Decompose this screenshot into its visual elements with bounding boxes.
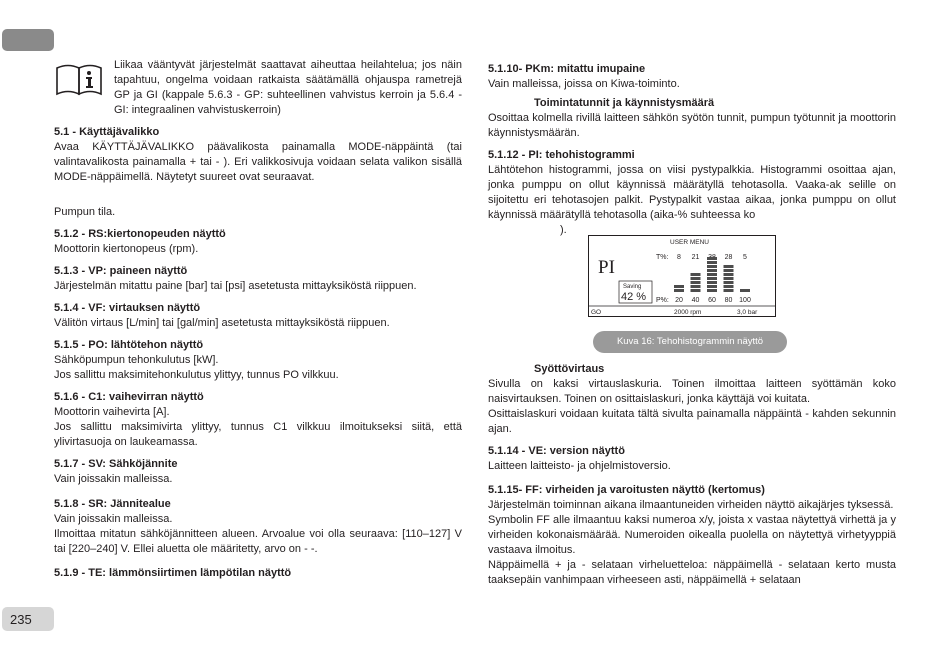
lcd-histogram-bar [707, 257, 717, 292]
lcd-histogram-bar [740, 289, 750, 292]
page-number: 235 [10, 612, 32, 627]
section-5-1-6-text-1: Moottorin vaihevirta [A]. [54, 406, 170, 418]
manual-info-icon [54, 58, 114, 118]
section-5-1-12-text: Lähtötehon histogrammi, jossa on viisi pystypalkkia. Histogrammi osoittaa ajan, jonka pumppu on ollut käynnissä määrätyllä tehotasolla. Vaaka-ak selille on sijoitettu eri tehotasojen palkit. Pystypalkit vastaa aikaa, jonka pumppu on ollut käynnissä määrätyllä tehotasolla (aika-% suhteessa ko [488, 164, 896, 221]
section-5-1-15-text-1: Järjestelmän toiminnan aikana ilmaantuneiden virheiden näyttö aikajärjes tyksessä. [488, 499, 894, 511]
section-5-1-6-title: 5.1.6 - C1: vaihevirran näyttö [54, 391, 204, 403]
lcd-p-value: 80 [724, 297, 733, 304]
lcd-saving-label: Saving [623, 284, 642, 290]
section-5-1-5-title: 5.1.5 - PO: lähtötehon näyttö [54, 339, 204, 351]
operating-hours-title: Toimintatunnit ja käynnistysmäärä [534, 97, 715, 109]
section-5-1-3-text: Järjestelmän mitattu paine [bar] tai [psi] asetetusta mittayksiköstä riippuen. [54, 280, 417, 292]
lcd-header: USER MENU [670, 239, 710, 246]
lcd-pi-label: PI [598, 257, 615, 278]
feed-flow-title: Syöttövirtaus [534, 363, 605, 375]
lcd-t-value: 21 [691, 254, 700, 261]
lcd-histogram-bar [691, 273, 701, 292]
section-5-1-2-text: Moottorin kiertonopeus (rpm). [54, 243, 199, 255]
lcd-footer-left: GO [591, 309, 602, 316]
lcd-p-value: 20 [675, 297, 683, 304]
lcd-footer-mid: 2000 rpm [674, 309, 702, 316]
section-5-1-8-text-1: Vain joissakin malleissa. [54, 513, 173, 525]
operating-hours-text: Osoittaa kolmella rivillä laitteen sähkön syötön tunnit, pumpun työtunnit ja moottorin käynnistysmäärän. [488, 112, 896, 139]
section-5-1-text: Avaa KÄYTTÄJÄVALIKKO päävalikosta painamalla MODE-näppäintä (tai valintavalikosta painamalla + tai - ). Eri valikkosivuja voidaan selata valikon sisällä MODE-näppäimellä. Näytetyt suureet ovat seuraavat. [54, 141, 462, 183]
section-5-1-12-title: 5.1.12 - PI: tehohistogrammi [488, 149, 635, 161]
section-5-1-3-title: 5.1.3 - VP: paineen näyttö [54, 265, 188, 277]
section-5-1-6-text-2: Jos sallittu maksimivirta ylittyy, tunnus C1 vilkkuu ilmoitukseksi siitä, että ylivirtasuoja on laukeamassa. [54, 421, 462, 448]
pump-state-text: Pumpun tila. [54, 206, 116, 218]
section-5-1-4-text: Välitön virtaus [L/min] tai [gal/min] asetetusta mittayksiköstä riippuen. [54, 317, 390, 329]
power-histogram-display [588, 235, 776, 322]
section-5-1-8-title: 5.1.8 - SR: Jännitealue [54, 498, 171, 510]
section-5-1-10-title: 5.1.10- PKm: mitattu imupaine [488, 63, 646, 75]
section-5-1-4-title: 5.1.4 - VF: virtauksen näyttö [54, 302, 201, 314]
section-5-1-14-text: Laitteen laitteisto- ja ohjelmistoversio. [488, 460, 671, 472]
right-column-lower [488, 362, 896, 588]
lcd-footer-right: 3,0 bar [737, 309, 758, 316]
lcd-p-value: 100 [739, 297, 751, 304]
lcd-p-value: 60 [708, 297, 716, 304]
language-tab [2, 29, 54, 51]
lcd-p-label: P%: [656, 297, 669, 304]
lcd-saving-value: 42 % [621, 291, 647, 303]
left-column [54, 58, 462, 581]
lcd-t-label: T%: [656, 254, 669, 261]
section-5-1-14-title: 5.1.14 - VE: version näyttö [488, 445, 625, 457]
lcd-t-value: 28 [724, 254, 733, 261]
section-5-1-5-text-2: Jos sallittu maksimitehonkulutus ylittyy, tunnus PO vilkkuu. [54, 369, 339, 381]
feed-flow-text-2: Osittaislaskuri voidaan kuitata tältä sivulta painamalla näppäintä - kahden sekunnin ajan. [488, 408, 896, 435]
section-5-1-7-text: Vain joissakin malleissa. [54, 473, 173, 485]
feed-flow-text-1: Sivulla on kaksi virtauslaskuria. Toinen ilmoittaa laitteen syöttämän koko naisvirtauksen. Toinen on osittaislaskuri, jonka käyttäjä voi kuitata. [488, 378, 896, 405]
section-5-1-8-text-2: Ilmoittaa mitatun sähköjännitteen alueen. Arvoalue voi olla seuraava: [110–127] V tai [220–240] V. Ellei aluetta ole määritetty, arvo on - -. [54, 528, 462, 555]
section-5-1-7-title: 5.1.7 - SV: Sähköjännite [54, 458, 178, 470]
section-5-1-9-title: 5.1.9 - TE: lämmönsiirtimen lämpötilan näyttö [54, 567, 292, 579]
section-5-1-title: 5.1 - Käyttäjävalikko [54, 126, 160, 138]
figure-caption: Kuva 16: Tehohistogrammin näyttö [593, 331, 787, 353]
info-note [54, 58, 462, 118]
lcd-t-value: 8 [677, 254, 681, 261]
section-5-1-5-text-1: Sähköpumpun tehonkulutus [kW]. [54, 354, 219, 366]
note-text: Liikaa vääntyvät järjestelmät saattavat aiheuttaa heilahtelua; jos näin tapahtuu, ongelma voidaan ratkaista säätämällä ohjauspa rametrejä GP ja GI (kappale 5.6.3 - GP: suhteellinen vahvistus kerroin ja 5.6.4 - GI: integraalinen vahvistuskerroin) [114, 59, 462, 116]
right-column [488, 62, 896, 238]
section-5-1-15-text-3: Näppäimellä + ja - selataan virheluetteloa: näppäimellä - selataan kerto musta taaksepäin vanhimpaan virheeseen asti, näppäimellä + selataan [488, 559, 896, 586]
section-5-1-12-tail: ). [560, 224, 567, 236]
lcd-p-value: 40 [691, 297, 700, 304]
section-5-1-15-text-2: Symbolin FF alle ilmaantuu kaksi numeroa x/y, joista x vastaa näytettyä virhettä ja y virheiden kokonaismäärää. Numeroiden oikealla puolella on näytettyä virhetyyppiä vastaava ilmoitus. [488, 514, 896, 556]
section-5-1-10-text: Vain malleissa, joissa on Kiwa-toiminto. [488, 78, 680, 90]
lcd-t-value: 5 [743, 254, 747, 261]
lcd-histogram-bar [724, 265, 734, 292]
section-5-1-2-title: 5.1.2 - RS:kiertonopeuden näyttö [54, 228, 226, 240]
section-5-1-15-title: 5.1.15- FF: virheiden ja varoitusten näyttö (kertomus) [488, 484, 765, 496]
